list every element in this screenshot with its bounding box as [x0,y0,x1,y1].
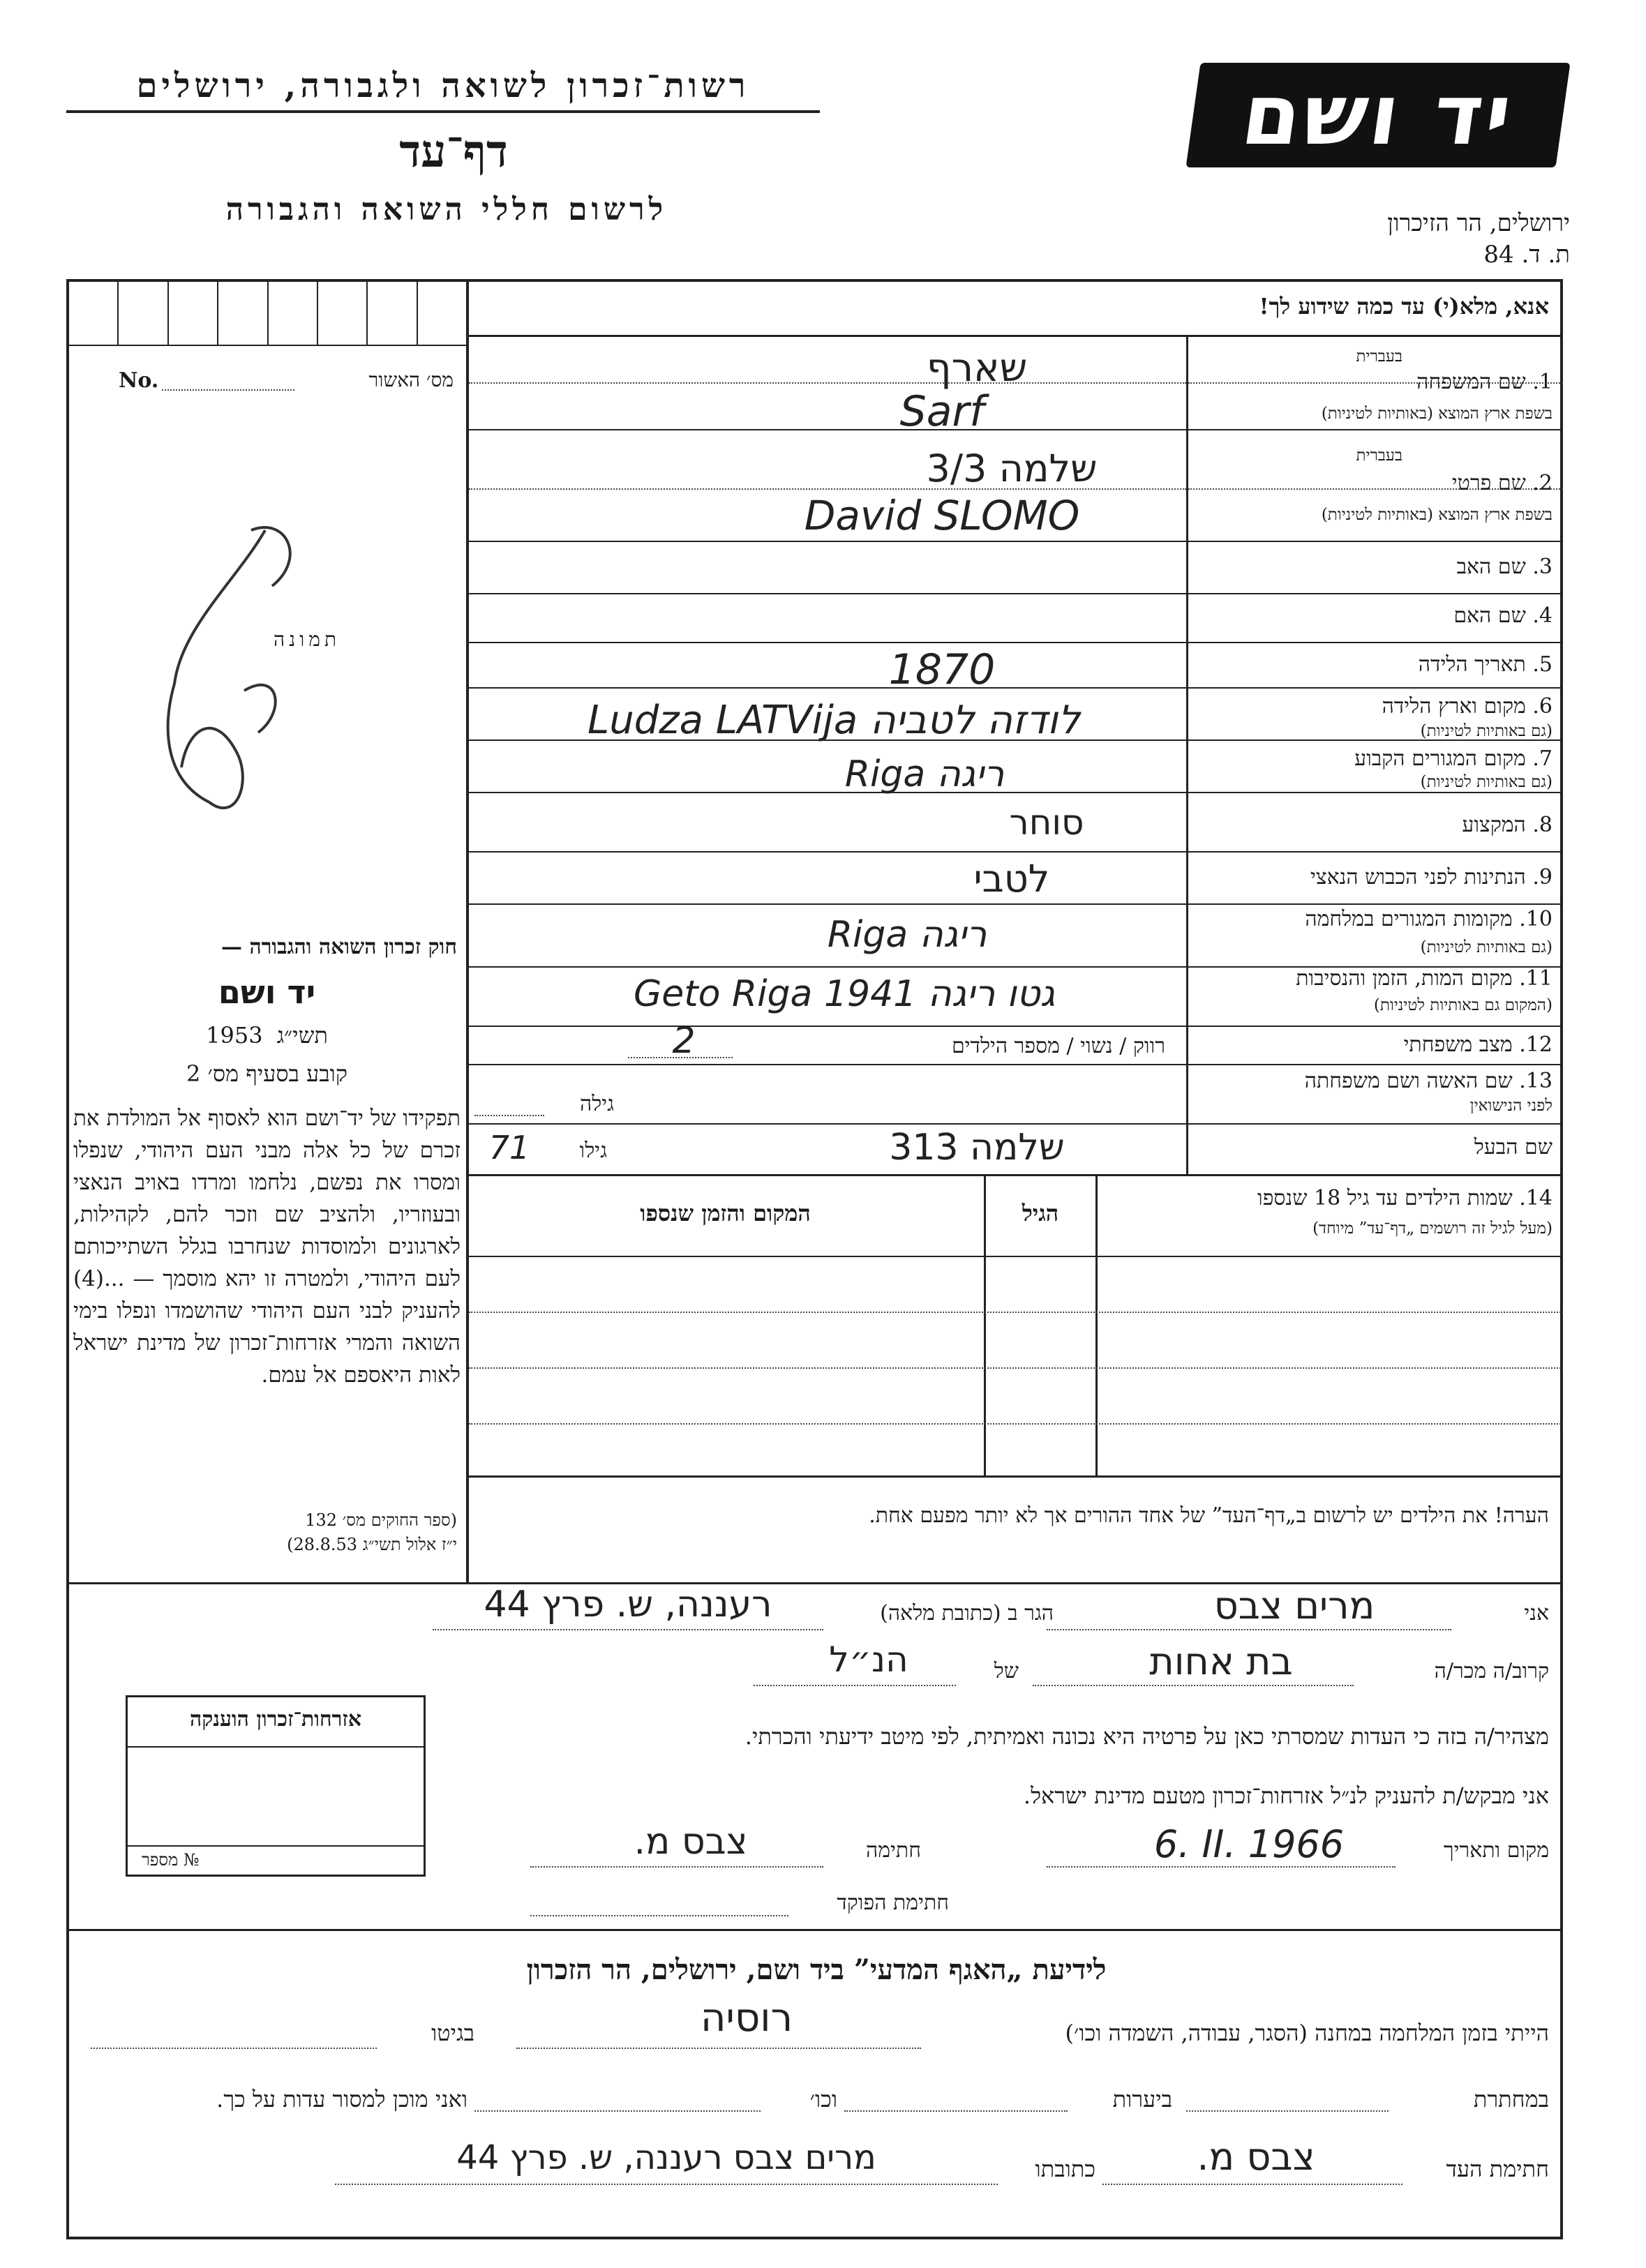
table-row [469,1312,1563,1313]
field-2-value-heb[interactable]: שלמה 3/3 [926,446,1098,490]
place-date-label: מקום ותאריך [1443,1838,1549,1863]
husband-age-label: גילו [579,1139,607,1163]
field-1-value-heb[interactable]: שארף [926,345,1028,391]
field-5-label: 5. תאריך הלידה [1418,652,1553,677]
field-10-value[interactable]: Riga ריגה [827,914,987,956]
law-year-heb: תשי״ג [276,1022,328,1049]
ready-text: ואני מוכן למסור עדות על כך. [216,2086,467,2112]
citizenship-box [126,1695,426,1877]
relative-label: קרוב/ה מכר/ה [1434,1659,1549,1683]
side-panel-divider [466,279,469,1584]
intro-text: אנא, מלא(י) עד כמה שידוע לך! [1259,293,1549,320]
field-7-sub: (גם באותיות לטיניות) [1420,773,1553,791]
children-count[interactable]: 2 [672,1020,696,1062]
field-13-sub: לפני הנישואין [1469,1097,1553,1115]
declaration-text: מצהיר/ה בזה כי העדות שמסרתי כאן על פרטיה היא נכונה ואמיתית, לפי מיטב ידיעתי והכרתי. [745,1723,1549,1750]
field-6-value[interactable]: Ludza LATVija לודזה לטביה [588,698,1080,743]
signature-value[interactable]: צבס מ. [634,1821,748,1863]
field-1-sub: בשפת ארץ המוצא (באותיות לטיניות) [1321,405,1553,423]
witness-sig-value[interactable]: צבס מ. [1197,2135,1315,2179]
declarant-i-label: אני [1524,1601,1549,1625]
signature-scribble [77,502,356,851]
field-12-label: 12. מצב משפחתי [1403,1032,1553,1057]
approval-label: מס׳ האשור [368,368,454,391]
children-note: הערה! את הילדים יש לרשום ב„דף־העד” של אחד ההורים אך לא יותר מפעם אחת. [869,1503,1549,1528]
form-subtitle: לרשום חללי השואה והגבורה [225,192,668,227]
field-6-label: 6. מקום וארץ הלידה [1382,694,1553,719]
relation-value[interactable]: בת אחות [1149,1639,1293,1683]
etc-label: וכו׳ [809,2086,837,2112]
org-underline [66,110,820,113]
witness-address-label: כתובתו [1035,2156,1095,2182]
witness-sig-label: חתימת העד [1446,2156,1549,2182]
field-2-hebrew-tag: בעברית [1356,446,1402,465]
husband-label: שם הבעל [1474,1135,1553,1159]
officer-label: חתימת הפוקד [837,1891,949,1915]
field-11-sub: (המקום גם באותיות לטיניות) [1373,996,1553,1014]
yad-vashem-logo [1185,63,1570,167]
law-ref2: י״ז אלול תשי״ג 28.8.53) [287,1535,457,1554]
of-value[interactable]: הנ״ל [829,1639,908,1680]
camp-value[interactable]: רוסיה [700,1995,793,2041]
law-year: 1953 [206,1022,263,1049]
law-text: תפקידו של יד־ושם הוא לאסוף אל המולדת את זכרם של כל אלה מבני העם היהודי, שנפלו ומסרו את נפשם, נלחמו ומרדו באויב הנאצי ובעוזריו, ולהציב שם וזכר להם, לקהילות, לארגונים ולמוסדות שנחרבו בגלל השתייכותם לעם היהודי, ולמטרה זו יהא מוסמך — ...(4) להעניק לבני העם היהודי שהושמדו ונפלו בימי השואה והמרי אזרחות־זכרון של מדינת ישראל לאות היאספם אל עמם. [73,1106,461,1388]
field-11-value[interactable]: Geto Riga גטו ריגה 1941 [633,973,1056,1015]
field-9-label: 9. הנתינות לפני הכבוש הנאצי [1310,865,1553,889]
approval-no-label: No. [119,368,159,393]
address: ירושלים, הר הזיכרון [1387,209,1570,237]
children-table-title: 14. שמות הילדים עד גיל 18 שנספו [1257,1186,1553,1210]
field-6-sub: (גם באותיות לטיניות) [1420,722,1553,740]
husband-age-value[interactable]: 71 [488,1129,530,1166]
field-10-label: 10. מקומות המגורים במלחמה [1305,907,1553,931]
law-name: יד ושם [218,973,316,1011]
field-13-label: 13. שם האשה ושם משפחתה [1304,1069,1553,1093]
witness-address-value[interactable]: מרים צבס רעננה, ש. פרץ 44 [456,2138,876,2177]
field-1-value-lat[interactable]: Sarf [899,387,985,436]
field-2-value-lat[interactable]: David SLOMO [804,492,1080,539]
field-1-label: 1. שם המשפחה [1416,370,1553,394]
bottom-title: לידיעת „האגף המדעי” ביד ושם, ירושלים, הר הזכרון [526,1953,1107,1986]
col-place: המקום והזמן שנספו [640,1200,811,1226]
of-label: של [994,1659,1019,1683]
po-box: ת. ד. 84 [1483,241,1570,269]
forests-label: ביערות [1112,2086,1172,2112]
law-year-row [77,1022,457,1049]
underground-label: במחתרת [1473,2086,1549,2112]
office-code-boxes [69,282,466,345]
field-7-label: 7. מקום המגורים הקבוע [1354,746,1553,771]
declarant-resides-label: הגר ב (כתובת מלאה) [880,1601,1054,1625]
marital-status-options: רווק / נשוי / מספר הילדים [951,1034,1165,1058]
law-title: חוק זכרון השואה והגבורה — [221,935,457,959]
field-8-label: 8. המקצוע [1462,813,1553,837]
law-clause: קובע בסעיף מס׳ 2 [186,1060,347,1087]
field-2-label: 2. שם פרטי [1451,471,1553,495]
ghetto-label: בגיטו [431,2020,474,2046]
camp-line: הייתי בזמן המלחמה במחנה (הסגר, עבודה, השמדה וכו׳) [1065,2020,1549,2046]
citizenship-box-title: אזרחות־זכרון הוענקה [189,1707,362,1732]
request-text: אני מבקש/ת להעניק לנ״ל אזרחות־זכרון מטעם מדינת ישראל. [1023,1782,1549,1809]
field-1-hebrew-tag: בעברית [1356,347,1402,366]
photo-label: תמונה [273,628,341,651]
children-table-subtitle: (מעל לגיל זה רושמים „דף־עד” מיוחד) [1312,1219,1553,1238]
field-5-value[interactable]: 1870 [888,645,996,694]
field-8-value[interactable]: סוחר [1009,802,1084,843]
husband-name-value[interactable]: שלמה 313 [889,1127,1065,1169]
declarant-address[interactable]: רעננה, ש. פרץ 44 [484,1584,772,1625]
field-11-label: 11. מקום המות, הזמן והנסיבות [1296,966,1553,991]
field-4-label: 4. שם האם [1453,603,1553,628]
citizenship-box-no: № מספר [142,1850,200,1870]
field-9-value[interactable]: לטבי [973,857,1050,901]
org-line: רשות־זכרון לשואה ולגבורה, ירושלים [136,66,750,105]
wife-age-label: גילה [579,1092,614,1116]
declarant-name[interactable]: מרים צבס [1213,1584,1375,1628]
logo-text: יד ושם [1236,66,1520,164]
table-row [469,1367,1563,1369]
field-7-value[interactable]: Riga ריגה [844,753,1005,795]
form-title: דף־עד [399,126,508,178]
label-column-divider [1186,337,1188,1174]
field-2-sub: בשפת ארץ המוצא (באותיות לטיניות) [1321,506,1553,524]
declaration-date[interactable]: 6. II. 1966 [1153,1822,1345,1866]
col-age: הגיל [1022,1200,1059,1226]
law-ref1: (ספר החוקים מס׳ 132 [305,1510,457,1530]
table-row [469,1423,1563,1425]
signature-label: חתימה [866,1838,921,1863]
field-3-label: 3. שם האב [1456,555,1553,579]
field-10-sub: (גם באותיות לטיניות) [1420,938,1553,956]
